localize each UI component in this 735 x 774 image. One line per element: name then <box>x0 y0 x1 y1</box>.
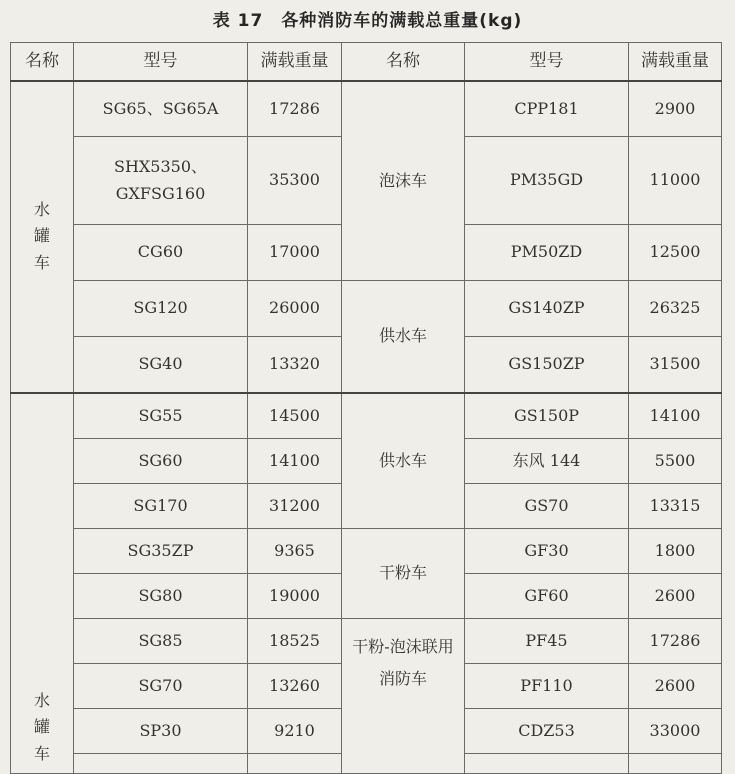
category-cell <box>11 81 74 393</box>
weight-cell: 14500 <box>248 393 342 439</box>
header-name-right: 名称 <box>342 43 465 81</box>
model-cell: CDZ53 <box>465 709 629 754</box>
model-cell: SG35ZP <box>74 529 248 574</box>
weight-cell: 13320 <box>248 337 342 393</box>
table-row <box>11 619 722 664</box>
category-cell: 泡沫车 <box>342 81 465 281</box>
weight-cell: 33000 <box>629 709 722 754</box>
model-cell: PM35GD <box>465 137 629 225</box>
model-cell: GS150ZP <box>465 337 629 393</box>
fire-truck-weight-table <box>10 42 722 774</box>
weight-cell: 12500 <box>629 225 722 281</box>
category-cell: 供水车 <box>342 393 465 529</box>
model-cell: SG40 <box>74 337 248 393</box>
header-row <box>11 43 722 81</box>
category-label: 水罐车 <box>34 690 51 763</box>
category-label: 干粉-泡沫联用消防车 <box>352 637 454 688</box>
model-cell: GS70 <box>465 484 629 529</box>
model-cell: SG55 <box>74 393 248 439</box>
header-model-left: 型号 <box>74 43 248 81</box>
category-cell <box>11 393 74 774</box>
model-cell: SG80 <box>74 574 248 619</box>
weight-cell: 31200 <box>248 484 342 529</box>
model-cell: SG60 <box>74 439 248 484</box>
model-cell: GS140ZP <box>465 281 629 337</box>
category-cell: 供水车 <box>342 281 465 393</box>
category-cell: 干粉车 <box>342 529 465 619</box>
weight-cell: 17286 <box>629 619 722 664</box>
weight-cell: 2900 <box>629 81 722 137</box>
weight-cell: 26325 <box>629 281 722 337</box>
table-row <box>11 81 722 137</box>
model-cell <box>465 754 629 774</box>
header-weight-left: 满载重量 <box>248 43 342 81</box>
weight-cell <box>248 754 342 774</box>
weight-cell: 14100 <box>629 393 722 439</box>
table-row <box>11 393 722 439</box>
weight-cell: 19000 <box>248 574 342 619</box>
model-cell: SG170 <box>74 484 248 529</box>
weight-cell: 17000 <box>248 225 342 281</box>
model-cell: SHX5350、GXFSG160 <box>74 137 248 225</box>
model-cell: SP30 <box>74 709 248 754</box>
model-cell <box>74 754 248 774</box>
table-title: 表 17 各种消防车的满载总重量(kg) <box>212 11 523 31</box>
model-cell: GS150P <box>465 393 629 439</box>
model-cell: PM50ZD <box>465 225 629 281</box>
model-cell: SG85 <box>74 619 248 664</box>
weight-cell: 2600 <box>629 664 722 709</box>
weight-cell: 1800 <box>629 529 722 574</box>
weight-cell: 18525 <box>248 619 342 664</box>
category-cell <box>342 619 465 774</box>
weight-cell: 14100 <box>248 439 342 484</box>
weight-cell: 2600 <box>629 574 722 619</box>
header-model-right: 型号 <box>465 43 629 81</box>
model-cell: SG65、SG65A <box>74 81 248 137</box>
weight-cell: 35300 <box>248 137 342 225</box>
category-label: 水罐车 <box>34 199 51 272</box>
weight-cell: 17286 <box>248 81 342 137</box>
model-cell: GF60 <box>465 574 629 619</box>
model-cell: PF45 <box>465 619 629 664</box>
model-cell: PF110 <box>465 664 629 709</box>
weight-cell <box>629 754 722 774</box>
model-cell: GF30 <box>465 529 629 574</box>
weight-cell: 13260 <box>248 664 342 709</box>
table-row <box>11 281 722 337</box>
weight-cell: 13315 <box>629 484 722 529</box>
model-cell: SG70 <box>74 664 248 709</box>
table-row <box>11 529 722 574</box>
model-cell: CPP181 <box>465 81 629 137</box>
header-name-left: 名称 <box>11 43 74 81</box>
weight-cell: 5500 <box>629 439 722 484</box>
weight-cell: 11000 <box>629 137 722 225</box>
model-cell: 东风 144 <box>465 439 629 484</box>
model-cell: SG120 <box>74 281 248 337</box>
weight-cell: 9365 <box>248 529 342 574</box>
header-weight-right: 满载重量 <box>629 43 722 81</box>
weight-cell: 31500 <box>629 337 722 393</box>
weight-cell: 9210 <box>248 709 342 754</box>
model-cell: CG60 <box>74 225 248 281</box>
weight-cell: 26000 <box>248 281 342 337</box>
